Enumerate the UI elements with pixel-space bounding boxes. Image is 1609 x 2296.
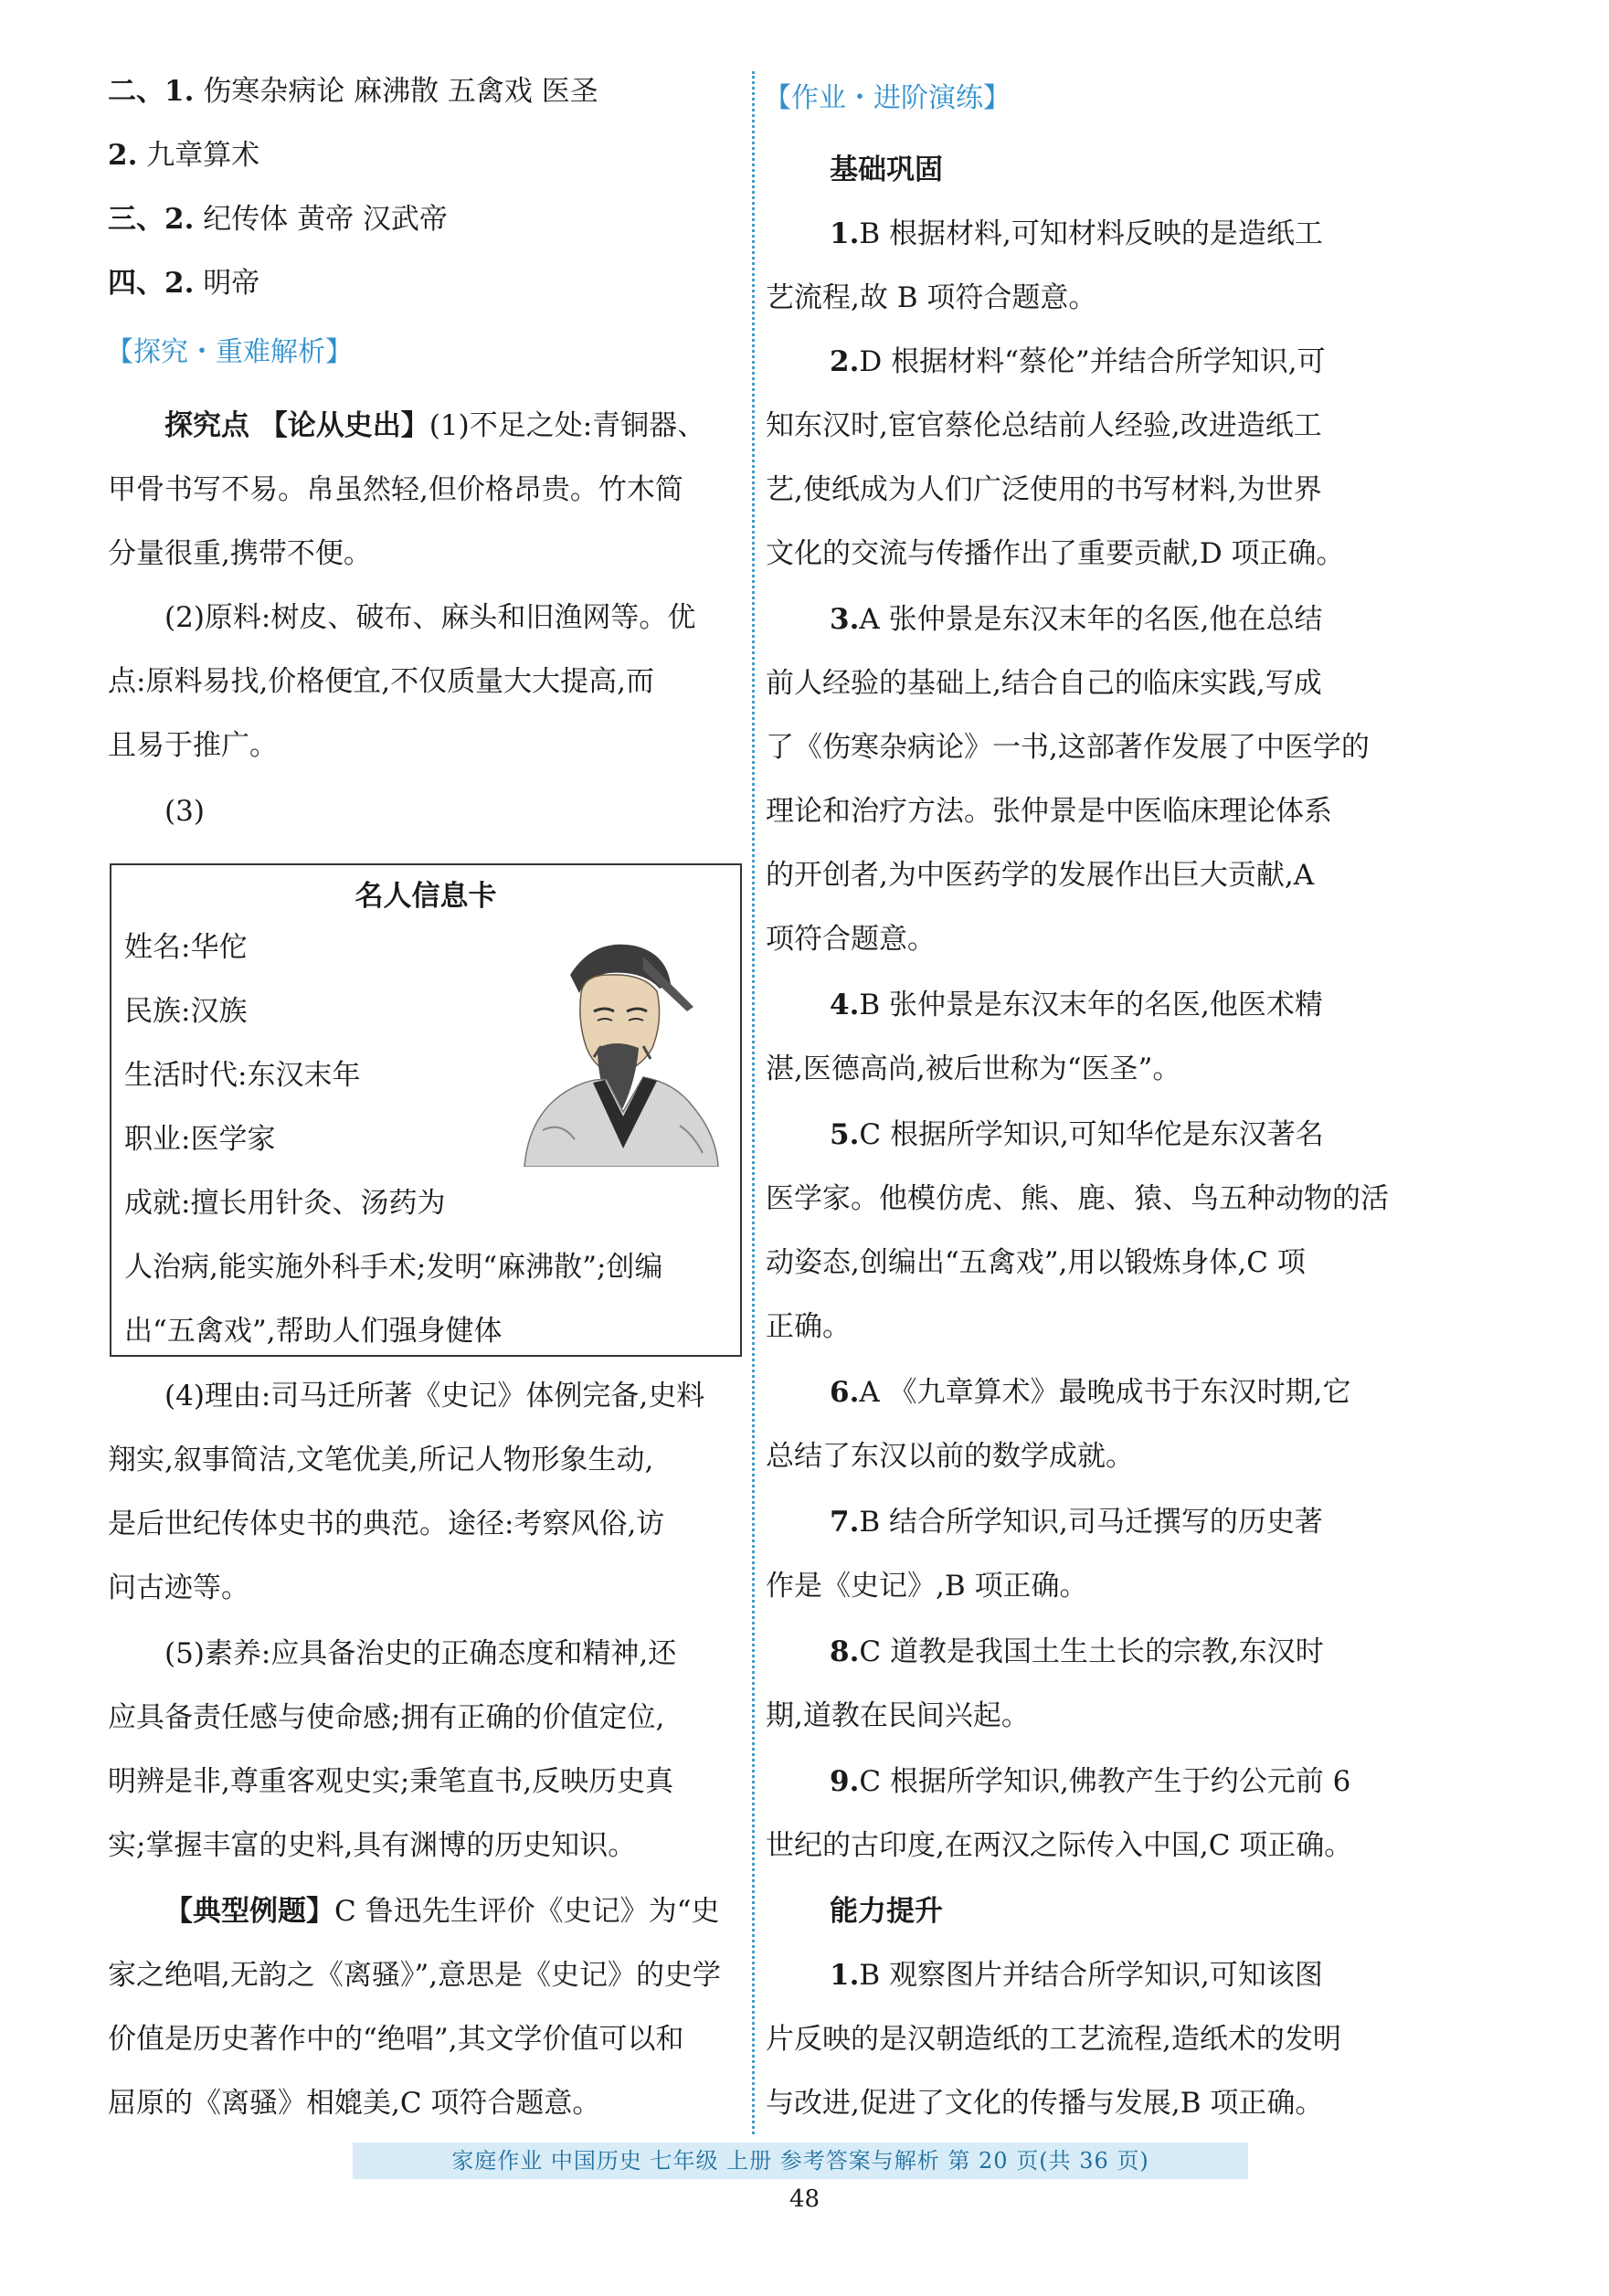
answer-line: 世纪的古印度,在两汉之际传入中国,C 项正确。 (766, 1829, 1353, 1862)
example-line: 屈原的《离骚》相媲美,C 项符合题意。 (108, 2087, 601, 2120)
section-title-explore: 【探究・重难解析】 (106, 336, 353, 368)
example-line: 家之绝唱,无韵之《离骚》”,意思是《史记》的史学 (108, 1959, 722, 1992)
text-line: 问古迹等。 (108, 1571, 249, 1604)
answer-line: 与改进,促进了文化的传播与发展,B 项正确。 (766, 2087, 1324, 2120)
answer-line: 艺,使纸成为人们广泛使用的书写材料,为世界 (766, 473, 1322, 506)
example-line: 价值是历史著作中的“绝唱”,其文学价值可以和 (108, 2023, 684, 2056)
page-number: 48 (789, 2185, 820, 2213)
explore-line: (2)原料:树皮、破布、麻头和旧渔网等。优 (164, 601, 696, 634)
answer-line: 前人经验的基础上,结合自己的临床实践,写成 (766, 667, 1322, 700)
card-line: 姓名:华佗 (124, 931, 248, 964)
answer-line: 四、2. 明帝 (108, 267, 260, 300)
answer-item: 5.C 根据所学知识,可知华佗是东汉著名 (830, 1118, 1324, 1151)
answer-item: 3.A 张仲景是东汉末年的名医,他在总结 (830, 603, 1323, 636)
card-line: 生活时代:东汉末年 (124, 1059, 361, 1092)
footer-bar (353, 2143, 1248, 2179)
answer-line: 正确。 (766, 1310, 851, 1343)
section-title-homework: 【作业・进阶演练】 (764, 82, 1011, 114)
card-line: 民族:汉族 (124, 995, 248, 1028)
subsection-advance: 能力提升 (830, 1895, 943, 1928)
answer-line: 医学家。他模仿虎、熊、鹿、猿、鸟五种动物的活 (766, 1182, 1389, 1215)
answer-line: 期,道教在民间兴起。 (766, 1699, 1030, 1732)
hua-tuo-portrait-icon (506, 920, 725, 1167)
answer-line: 项符合题意。 (766, 923, 936, 956)
answer-line: 二、1. 伤寒杂病论 麻沸散 五禽戏 医圣 (108, 75, 598, 108)
text-line: 明辨是非,尊重客观史实;秉笔直书,反映历史真 (108, 1765, 674, 1798)
answer-line: 文化的交流与传播作出了重要贡献,D 项正确。 (766, 537, 1345, 570)
text-line: (4)理由:司马迁所著《史记》体例完备,史料 (164, 1380, 705, 1413)
answer-line: 艺流程,故 B 项符合题意。 (766, 281, 1097, 314)
explore-line: (3) (164, 795, 205, 828)
text-line: 实;掌握丰富的史料,具有渊博的历史知识。 (108, 1829, 637, 1862)
card-title: 名人信息卡 (355, 880, 497, 913)
answer-line: 理论和治疗方法。张仲景是中医临床理论体系 (766, 795, 1332, 828)
card-line: 成就:擅长用针灸、汤药为 (124, 1187, 446, 1220)
text-line: 是后世纪传体史书的典范。途径:考察风俗,访 (108, 1508, 665, 1540)
answer-line: 动姿态,创编出“五禽戏”,用以锻炼身体,C 项 (766, 1246, 1306, 1279)
answer-item: 8.C 道教是我国土生土长的宗教,东汉时 (830, 1635, 1324, 1668)
explore-line: 点:原料易找,价格便宜,不仅质量大大提高,而 (108, 665, 655, 698)
card-line: 职业:医学家 (124, 1123, 276, 1156)
text-line: (5)素养:应具备治史的正确态度和精神,还 (164, 1637, 677, 1670)
answer-item: 1.B 观察图片并结合所学知识,可知该图 (830, 1959, 1323, 1992)
footer-text: 家庭作业 中国历史 七年级 上册 参考答案与解析 第 20 页(共 36 页) (451, 2148, 1149, 2174)
text-line: 应具备责任感与使命感;拥有正确的价值定位, (108, 1701, 665, 1734)
answer-line: 湛,医德高尚,被后世称为“医圣”。 (766, 1053, 1181, 1085)
explore-line: 分量很重,携带不便。 (108, 537, 372, 570)
answer-item: 7.B 结合所学知识,司马迁撰写的历史著 (830, 1506, 1323, 1539)
answer-line: 片反映的是汉朝造纸的工艺流程,造纸术的发明 (766, 2023, 1341, 2056)
example-first-line: 【典型例题】C 鲁迅先生评价《史记》为“史 (164, 1895, 720, 1928)
answer-line: 2. 九章算术 (108, 139, 260, 172)
celebrity-info-card (110, 863, 742, 1357)
answer-item: 6.A 《九章算术》最晚成书于东汉时期,它 (830, 1376, 1351, 1409)
answer-line: 知东汉时,宦官蔡伦总结前人经验,改进造纸工 (766, 409, 1322, 442)
answer-item: 9.C 根据所学知识,佛教产生于约公元前 6 (830, 1765, 1351, 1798)
explore-line: 且易于推广。 (108, 729, 278, 762)
subsection-basic: 基础巩固 (830, 153, 943, 186)
answer-line: 作是《史记》,B 项正确。 (766, 1570, 1088, 1603)
answer-line: 的开创者,为中医药学的发展作出巨大贡献,A (766, 859, 1315, 892)
answer-item: 2.D 根据材料“蔡伦”并结合所学知识,可 (830, 345, 1326, 378)
column-divider (752, 71, 755, 2134)
answer-line: 三、2. 纪传体 黄帝 汉武帝 (108, 203, 448, 236)
explore-first-line: 探究点 【论从史出】(1)不足之处:青铜器、 (164, 409, 706, 442)
answer-line: 了《伤寒杂病论》一书,这部著作发展了中医学的 (766, 731, 1370, 764)
text-line: 翔实,叙事简洁,文笔优美,所记人物形象生动, (108, 1444, 654, 1476)
answer-item: 4.B 张仲景是东汉末年的名医,他医术精 (830, 989, 1323, 1021)
answer-item: 1.B 根据材料,可知材料反映的是造纸工 (830, 217, 1323, 250)
explore-line: 甲骨书写不易。帛虽然轻,但价格昂贵。竹木简 (108, 473, 683, 506)
card-line: 人治病,能实施外科手术;发明“麻沸散”;创编 (124, 1251, 663, 1284)
card-line: 出“五禽戏”,帮助人们强身健体 (124, 1315, 503, 1348)
answer-line: 总结了东汉以前的数学成就。 (766, 1440, 1134, 1473)
